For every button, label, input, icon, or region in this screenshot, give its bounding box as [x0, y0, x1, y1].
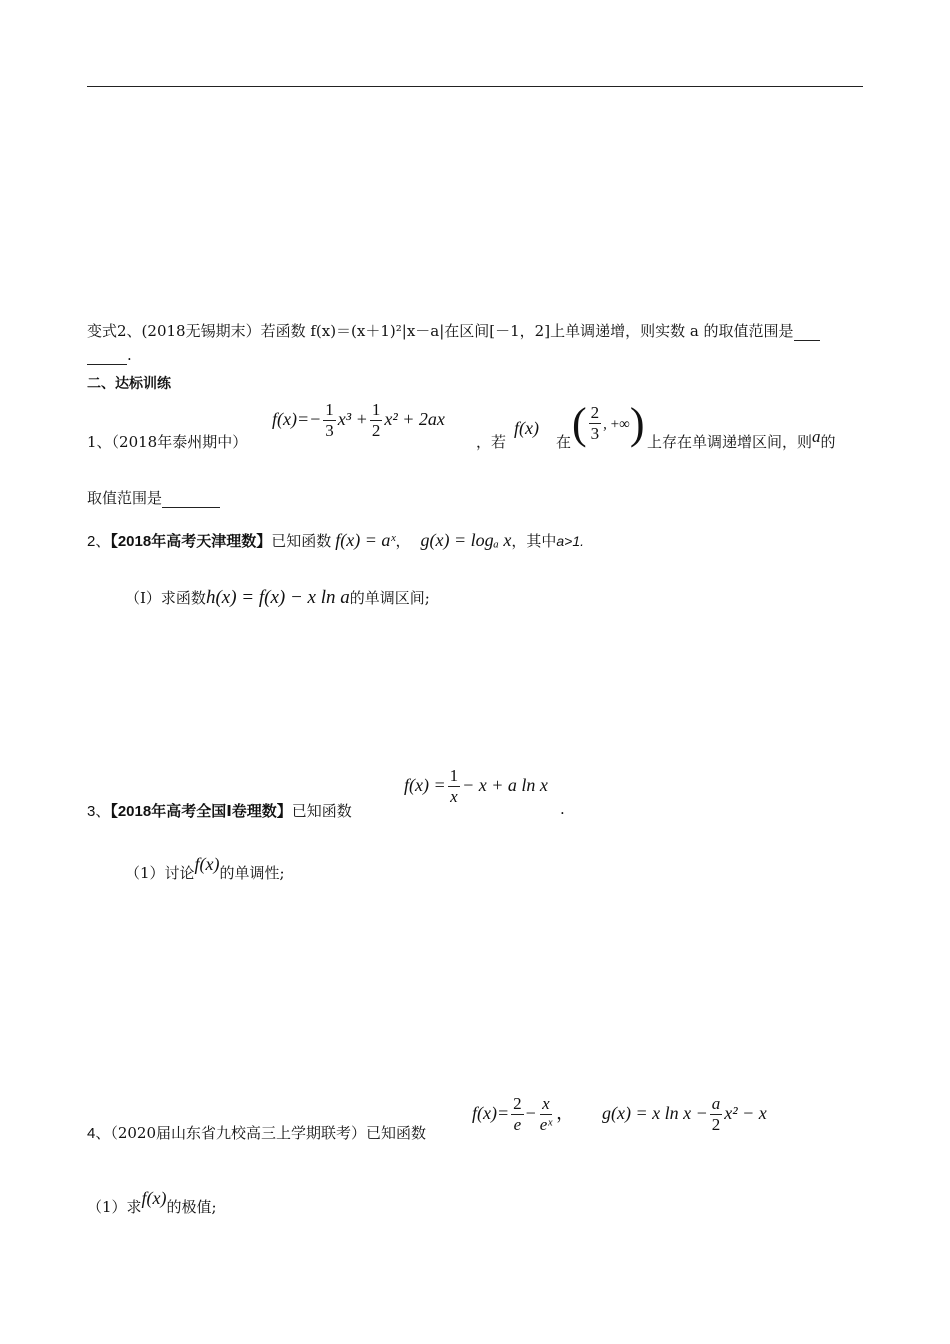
- q1-frac-a-den: 3: [325, 420, 334, 440]
- q3-frac-num: 1: [449, 766, 459, 785]
- q1-in-text: 在: [556, 433, 572, 451]
- q4-part1-label: （1）求: [87, 1198, 142, 1216]
- q4-frac2: [538, 1094, 554, 1134]
- q4-source: （2020届山东省九校高三上学期联考）已知函数: [110, 1124, 427, 1142]
- q1-interval-open-paren: (: [572, 399, 587, 448]
- q1-frac-b: [370, 400, 383, 440]
- q1-fx: f(x): [514, 418, 539, 438]
- q4-part1: [87, 1188, 217, 1217]
- q1-line2: [87, 487, 220, 508]
- q2-line: [87, 530, 584, 551]
- q1-term-b: x² + 2ax: [384, 409, 445, 430]
- q1-function-formula: [272, 400, 445, 440]
- q1-interval-num: 2: [590, 403, 600, 423]
- q2-part1-label: （I）求函数: [125, 589, 206, 607]
- q1-number: 1、（2018年泰州期中）: [87, 433, 248, 451]
- q3-period: .: [560, 800, 565, 818]
- q3-lhs: f(x) =: [404, 775, 446, 796]
- q2-cond: a>1.: [556, 533, 585, 549]
- q2-source: 【2018年高考天津理数】: [110, 533, 272, 550]
- q4-minus: −: [525, 1103, 536, 1124]
- q4-heading: [87, 1122, 426, 1143]
- q3-frac-den: x: [450, 786, 458, 806]
- q4-frac1: [511, 1094, 524, 1134]
- variant2-answer-blank-part2[interactable]: [87, 346, 127, 365]
- q4-frac2-den: eˣ: [539, 1114, 553, 1134]
- q1-interval-frac: [589, 403, 602, 443]
- q4-g-formula: [602, 1094, 767, 1134]
- q1-interval: [572, 398, 644, 449]
- q2-part1: [125, 587, 430, 609]
- q2-known: 已知函数: [271, 532, 332, 550]
- q3-number: 3、: [87, 803, 111, 820]
- q1-tail: [647, 427, 836, 452]
- q3-part1-label: （1）讨论: [125, 864, 195, 882]
- q4-frac1-num: 2: [513, 1094, 522, 1113]
- q2-sep: ，: [395, 532, 411, 550]
- q1-frac-a: [323, 400, 336, 440]
- q1-interval-rest: , +∞: [603, 416, 630, 433]
- section-heading: 二、达标训练: [87, 376, 171, 392]
- q3-source: 【2018年高考全国Ⅰ卷理数】: [110, 803, 292, 820]
- q2-part1-expr: h(x) = f(x) − x ln a: [205, 587, 350, 608]
- q1-tail-text: 上存在单调递增区间，则: [647, 433, 813, 451]
- q4-frac3-num: a: [711, 1094, 721, 1113]
- q4-frac1-den: e: [513, 1114, 522, 1134]
- q3-frac: [448, 766, 461, 806]
- q2-where: ，其中: [511, 532, 557, 550]
- q3-part1-expr: f(x): [194, 854, 220, 874]
- q1-lhs: f(x)=−: [272, 409, 322, 430]
- q2-part1-tail: 的单调区间;: [349, 589, 430, 607]
- q4-number: 4、: [87, 1125, 111, 1142]
- q1-frac-b-den: 2: [371, 420, 381, 440]
- q4-lhs: f(x)=: [472, 1103, 510, 1124]
- q4-g-rest: x² − x: [724, 1103, 767, 1124]
- q3-known: 已知函数: [291, 802, 352, 820]
- q3-heading: [87, 800, 352, 821]
- q4-frac3-den: 2: [711, 1114, 721, 1134]
- q4-frac2-num: x: [542, 1094, 550, 1113]
- q3-rest: − x + a ln x: [462, 775, 548, 796]
- q1-if-text: ，若: [476, 433, 507, 451]
- variant2-answer-blank-part1[interactable]: [794, 322, 820, 341]
- q3-part1-tail: 的单调性;: [219, 864, 285, 882]
- q1-frac-b-num: 1: [371, 400, 381, 419]
- variant2-text: 变式2、(2018无锡期末）若函数 f(x)＝(x＋1)²|x－a|在区间[－1，2]上单调递增，则实数 a 的取值范围是: [87, 322, 794, 340]
- q4-f-formula: [472, 1094, 574, 1134]
- q3-formula: [404, 766, 548, 806]
- q4-frac3: [710, 1094, 723, 1134]
- q4-sep: ，: [556, 1103, 575, 1125]
- q4-g-lhs: g(x) = x ln x −: [602, 1103, 708, 1124]
- q4-part1-tail: 的极值;: [166, 1198, 217, 1216]
- q1-answer-blank[interactable]: [162, 489, 220, 508]
- variant2-line2: [87, 346, 132, 365]
- q2-g-def: g(x) = logₐ x: [420, 530, 512, 550]
- q1-interval-den: 3: [590, 424, 600, 443]
- q1-tail2: 的: [820, 433, 836, 451]
- q1-range-text: 取值范围是: [87, 489, 163, 507]
- q1-term-a: x³ +: [337, 409, 368, 430]
- q1-interval-close-paren: ): [629, 399, 645, 448]
- q4-part1-expr: f(x): [141, 1188, 167, 1208]
- q1-var-a: a: [812, 427, 821, 446]
- q3-part1: [125, 854, 285, 883]
- q1-frac-a-num: 1: [325, 400, 334, 419]
- q2-number: 2、: [87, 533, 111, 550]
- q2-f-def: f(x) = aˣ: [335, 530, 396, 550]
- variant2-line1: [87, 320, 820, 341]
- header-rule: [87, 86, 863, 87]
- variant2-period: .: [127, 346, 132, 364]
